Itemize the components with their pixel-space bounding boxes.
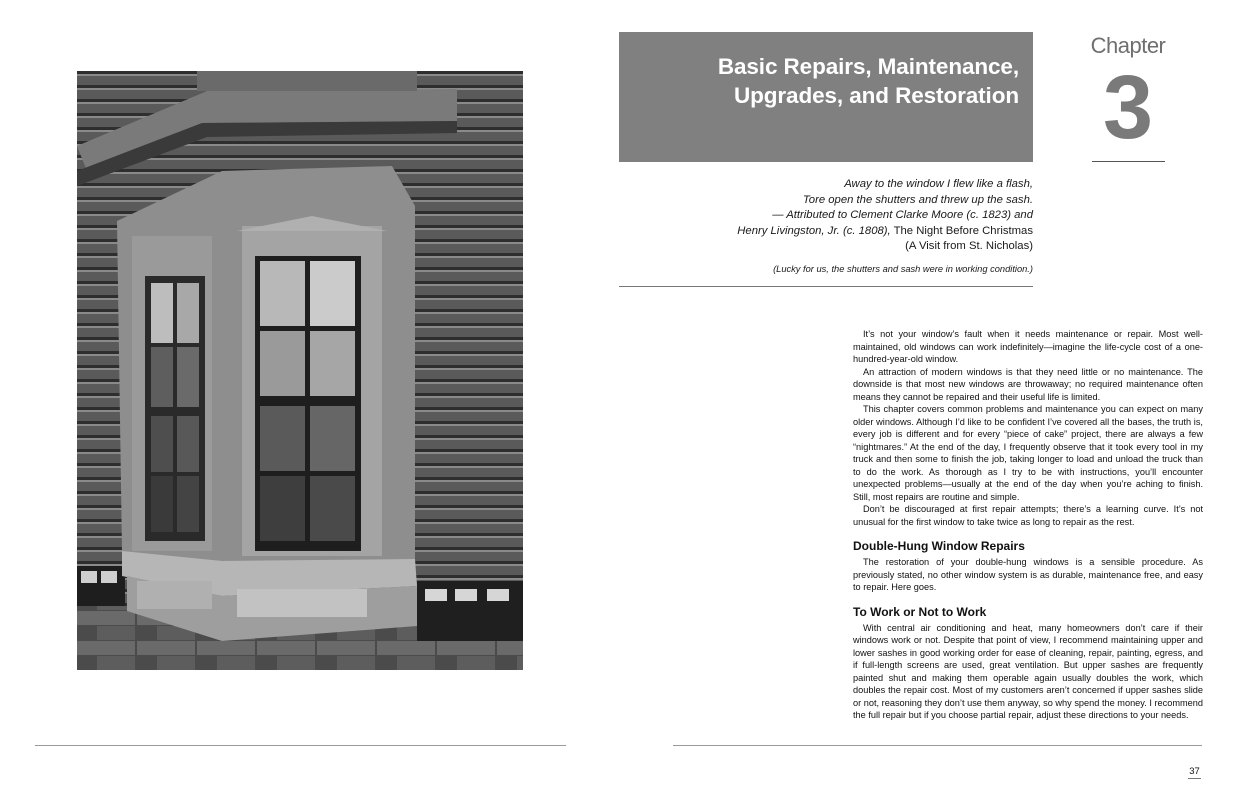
epigraph-line-2: Tore open the shutters and threw up the sash. — [802, 193, 1033, 206]
chapter-number-rule — [1092, 161, 1165, 162]
right-page-footer-rule — [673, 745, 1202, 746]
paragraph: This chapter covers common problems and maintenance you can expect on many older windows. Although I’d like to be confident I’ve covered all the bases, the truth is, every job is different and for every “piece of cake” project, there are always a few “nightmares.” At the end of the day, I frequently observe that it took every tool in my truck and then some to finish the job, taking longer to load and unload the truck than to do the work. As thorough as I try to be with instructions, you’ll encounter unexpected problems—usually at the end of the day when you’re aching to finish. Still, most repairs are routine and simple. — [853, 404, 1203, 502]
epigraph-work-subtitle: (A Visit from St. Nicholas) — [905, 240, 1033, 252]
epigraph-attribution-2 — [640, 224, 1033, 240]
left-page-footer-rule — [35, 745, 566, 746]
page-number-rule — [1188, 778, 1201, 779]
paragraph: It’s not your window’s fault when it needs maintenance or repair. Most well-maintained, old windows can work indefinitely—imagine the life-cycle cost of a one-hundred-year-old window. — [853, 329, 1203, 364]
paragraph: With central air conditioning and heat, many homeowners don’t care if their windows work or not. Despite that point of view, I recommend maintaining upper and lower sashes in good working order for ease of cleaning, repair, painting, egress, and if full-length screens are used, great ventilation. But upper sashes are frequently painted shut and making them operable again usually doubles the work, which doubles the repair cost. Most of my customers aren’t concerned if upper sashes slide or not, reasoning they don’t use them anyway, so why spend the money. I recommend the full repair but if you choose partial repair, adjust these directions to your needs. — [853, 622, 1203, 720]
epigraph — [640, 177, 1033, 255]
bay-window-photo — [77, 71, 523, 670]
paragraph: Don’t be discouraged at first repair attempts; there’s a learning curve. It’s not unusual for the first window to take twice as long to repair as the rest. — [853, 504, 1203, 527]
epigraph-rule — [619, 286, 1033, 287]
chapter-title-line-2: Upgrades, and Restoration — [733, 83, 1019, 108]
chapter-title-line-1: Basic Repairs, Maintenance, — [717, 54, 1019, 79]
section-heading-to-work: To Work or Not to Work — [853, 604, 987, 619]
epigraph-line-1: Away to the window I flew like a flash, — [844, 178, 1033, 190]
page-number: 37 — [1189, 766, 1200, 777]
chapter-label: Chapter — [1090, 33, 1166, 58]
chapter-number: 3 — [1102, 58, 1154, 158]
chapter-title-banner — [619, 32, 1033, 162]
body-text — [853, 328, 1203, 722]
paragraph: The restoration of your double-hung windows is a sensible procedure. As previously stated, no other window system is as durable, maintenance free, and easy to repair. Here goes. — [853, 557, 1203, 592]
paragraph: An attraction of modern windows is that they need little or no maintenance. The downside is that most new windows are throwaway; no required maintenance often means they cannot be repaired and their useful life is limited. — [853, 366, 1203, 402]
epigraph-work: The Night Before Christmas — [890, 224, 1033, 237]
section-heading-double-hung: Double-Hung Window Repairs — [853, 539, 1025, 553]
epigraph-note: (Lucky for us, the shutters and sash were in working condition.) — [773, 264, 1033, 274]
epigraph-attribution: — Attributed to Clement Clarke Moore (c. 1823) and — [772, 209, 1033, 221]
epigraph-author: Henry Livingston, Jr. (c. 1808), — [737, 224, 891, 237]
